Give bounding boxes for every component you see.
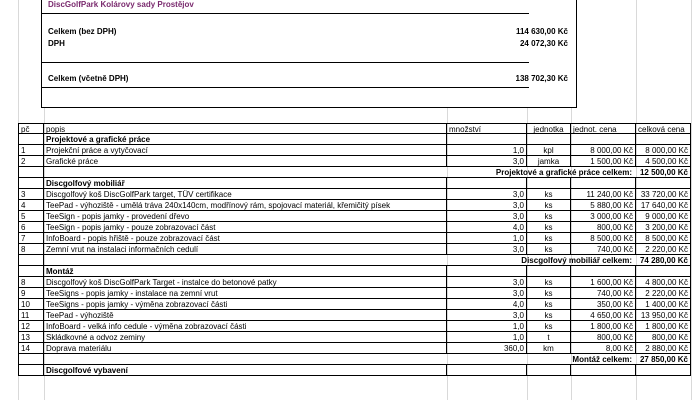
table-cell [571, 266, 636, 277]
cell-quantity: 3,0 [447, 189, 527, 200]
section-subtotal [0, 167, 700, 178]
table-cell [18, 365, 44, 376]
summary-divider [42, 13, 529, 14]
table-row [0, 321, 700, 332]
section-title: Discgolfový mobiliář [44, 178, 447, 189]
subtotal-value: 74 280,00 Kč [636, 255, 691, 266]
cell-description: Discgolfový koš DiscGolfPark Target - instalce do betonové patky [44, 277, 447, 288]
summary-box [41, 0, 577, 108]
vat-label: DPH [48, 39, 65, 48]
cell-total-price: 2 220,00 Kč [636, 288, 691, 299]
cell-number: 1 [18, 145, 44, 156]
cell-unit: km [527, 343, 571, 354]
cell-quantity: 3,0 [447, 310, 527, 321]
section-subtotal [0, 255, 700, 266]
table-cell [447, 178, 527, 189]
cell-description: Grafické práce [44, 156, 447, 167]
table-row [0, 310, 700, 321]
subtotal-value: 12 500,00 Kč [636, 167, 691, 178]
table-row [0, 332, 700, 343]
cell-unit: ks [527, 200, 571, 211]
cell-number: 14 [18, 343, 44, 354]
cell-total-price: 800,00 Kč [636, 332, 691, 343]
cell-quantity: 3,0 [447, 200, 527, 211]
section-title: Montáž [44, 266, 447, 277]
header-col-unit: jednotka [527, 123, 571, 134]
cell-unit: ks [527, 288, 571, 299]
cell-total-price: 1 800,00 Kč [636, 321, 691, 332]
table-row [0, 277, 700, 288]
header-col-total-price: celková cena [636, 123, 691, 134]
cell-number: 9 [18, 288, 44, 299]
cell-description: TeePad - výhoziště - umělá tráva 240x140cm, modřínový rám, spojovací materiál, křemičitý písek [44, 200, 447, 211]
cell-number: 12 [18, 321, 44, 332]
table-cell [571, 365, 636, 376]
table-cell [18, 167, 44, 178]
cell-description: Zemní vrut na instalaci informačních cedulí [44, 244, 447, 255]
cell-unit: ks [527, 222, 571, 233]
net-total-label: Celkem (bez DPH) [48, 27, 117, 36]
section-header [0, 266, 700, 277]
table-row [0, 156, 700, 167]
table-cell [527, 365, 571, 376]
cell-description: TeeSign - popis jamky - pouze zobrazovací část [44, 222, 447, 233]
table-cell [18, 134, 44, 145]
cell-unit-price: 350,00 Kč [571, 299, 636, 310]
table-cell [18, 178, 44, 189]
table-cell [447, 134, 527, 145]
cell-unit-price: 1 500,00 Kč [571, 156, 636, 167]
cell-number: 7 [18, 233, 44, 244]
cell-total-price: 17 640,00 Kč [636, 200, 691, 211]
section-title: Discgolfové vybavení [44, 365, 447, 376]
cell-unit: ks [527, 233, 571, 244]
cell-description: Doprava materiálu [44, 343, 447, 354]
cell-total-price: 4 500,00 Kč [636, 156, 691, 167]
table-cell [18, 255, 44, 266]
cell-number: 3 [18, 189, 44, 200]
cell-number: 13 [18, 332, 44, 343]
cell-number: 5 [18, 211, 44, 222]
cell-quantity: 1,0 [447, 332, 527, 343]
cell-total-price: 4 800,00 Kč [636, 277, 691, 288]
cell-total-price: 8 000,00 Kč [636, 145, 691, 156]
cell-number: 8 [18, 277, 44, 288]
cell-quantity: 360,0 [447, 343, 527, 354]
cell-number: 4 [18, 200, 44, 211]
cell-unit: ks [527, 244, 571, 255]
cell-total-price: 1 400,00 Kč [636, 299, 691, 310]
table-row [0, 343, 700, 354]
subtotal-label: Discgolfový mobiliář celkem: [44, 255, 636, 266]
cell-unit-price: 8 500,00 Kč [571, 233, 636, 244]
table-cell [636, 365, 691, 376]
gross-total-label: Celkem (včetně DPH) [48, 74, 129, 83]
cell-description: TeePad - výhoziště [44, 310, 447, 321]
cell-number: 10 [18, 299, 44, 310]
vat-value: 24 072,30 Kč [519, 39, 568, 48]
table-cell [636, 134, 691, 145]
table-cell [571, 134, 636, 145]
cell-quantity: 3,0 [447, 244, 527, 255]
cell-unit-price: 800,00 Kč [571, 222, 636, 233]
table-cell [18, 354, 44, 365]
table-row [0, 189, 700, 200]
table-row [0, 200, 700, 211]
header-col-unit-price: jednot. cena [571, 123, 636, 134]
cell-description: Discgolfový koš DiscGolfPark target, TÜV certifikace [44, 189, 447, 200]
gross-total-value: 138 702,30 Kč [515, 74, 568, 83]
cell-unit: ks [527, 310, 571, 321]
cell-unit-price: 1 600,00 Kč [571, 277, 636, 288]
table-row [0, 299, 700, 310]
cell-quantity: 3,0 [447, 156, 527, 167]
cell-unit-price: 11 240,00 Kč [571, 189, 636, 200]
cell-quantity: 1,0 [447, 233, 527, 244]
section-title: Projektové a grafické práce [44, 134, 447, 145]
cell-unit: ks [527, 299, 571, 310]
cell-unit-price: 740,00 Kč [571, 288, 636, 299]
cell-total-price: 9 000,00 Kč [636, 211, 691, 222]
cell-unit-price: 8 000,00 Kč [571, 145, 636, 156]
table-row [0, 211, 700, 222]
section-header [0, 178, 700, 189]
cell-description: InfoBoard - velká info cedule - výměna zobrazovací části [44, 321, 447, 332]
cell-unit: ks [527, 189, 571, 200]
table-header [0, 123, 700, 134]
project-title: DiscGolfPark Kolárovy sady Prostějov [48, 0, 194, 9]
cell-unit-price: 4 650,00 Kč [571, 310, 636, 321]
cell-unit: ks [527, 277, 571, 288]
cell-number: 6 [18, 222, 44, 233]
cell-unit-price: 800,00 Kč [571, 332, 636, 343]
cell-unit: t [527, 332, 571, 343]
section-header [0, 134, 700, 145]
table-cell [527, 266, 571, 277]
cell-unit-price: 1 800,00 Kč [571, 321, 636, 332]
cell-unit: kpl [527, 145, 571, 156]
cell-unit-price: 8,00 Kč [571, 343, 636, 354]
table-cell [447, 266, 527, 277]
table-cell [18, 266, 44, 277]
cell-quantity: 4,0 [447, 299, 527, 310]
section-subtotal [0, 354, 700, 365]
cell-quantity: 3,0 [447, 288, 527, 299]
cell-unit: ks [527, 321, 571, 332]
cell-unit-price: 740,00 Kč [571, 244, 636, 255]
cell-number: 8 [18, 244, 44, 255]
table-cell [636, 178, 691, 189]
subtotal-label: Montáž celkem: [44, 354, 636, 365]
cell-number: 11 [18, 310, 44, 321]
cell-description: Skládkovné a odvoz zeminy [44, 332, 447, 343]
section-header [0, 365, 700, 376]
summary-divider [42, 87, 529, 88]
cell-total-price: 2 220,00 Kč [636, 244, 691, 255]
table-cell [447, 365, 527, 376]
table-row [0, 288, 700, 299]
table-cell [527, 178, 571, 189]
subtotal-label: Projektové a grafické práce celkem: [44, 167, 636, 178]
cell-total-price: 8 500,00 Kč [636, 233, 691, 244]
cell-number: 2 [18, 156, 44, 167]
table-row [0, 145, 700, 156]
summary-divider [42, 62, 529, 63]
cell-total-price: 3 200,00 Kč [636, 222, 691, 233]
table-row [0, 233, 700, 244]
cell-quantity: 3,0 [447, 277, 527, 288]
table-cell [571, 178, 636, 189]
cell-quantity: 4,0 [447, 222, 527, 233]
cell-total-price: 2 880,00 Kč [636, 343, 691, 354]
cell-unit-price: 3 000,00 Kč [571, 211, 636, 222]
cell-description: TeeSigns - popis jamky - výměna zobrazovací části [44, 299, 447, 310]
header-col-quantity: množství [447, 123, 527, 134]
cell-total-price: 13 950,00 Kč [636, 310, 691, 321]
cell-unit-price: 5 880,00 Kč [571, 200, 636, 211]
cell-quantity: 1,0 [447, 321, 527, 332]
cell-description: InfoBoard - popis hřiště - pouze zobrazovací část [44, 233, 447, 244]
cell-total-price: 33 720,00 Kč [636, 189, 691, 200]
cell-description: Projekční práce a vytyčovací [44, 145, 447, 156]
subtotal-value: 27 850,00 Kč [636, 354, 691, 365]
net-total-value: 114 630,00 Kč [515, 27, 568, 36]
table-row [0, 244, 700, 255]
header-col-number: pč [18, 123, 44, 134]
cell-unit: jamka [527, 156, 571, 167]
table-cell [527, 134, 571, 145]
table-row [0, 222, 700, 233]
cell-quantity: 3,0 [447, 211, 527, 222]
table-cell [636, 266, 691, 277]
cell-quantity: 1,0 [447, 145, 527, 156]
header-col-description: popis [44, 123, 447, 134]
cell-unit: ks [527, 211, 571, 222]
cell-description: TeeSign - popis jamky - provedení dřevo [44, 211, 447, 222]
cell-description: TeeSigns - popis jamky - instalace na zemní vrut [44, 288, 447, 299]
